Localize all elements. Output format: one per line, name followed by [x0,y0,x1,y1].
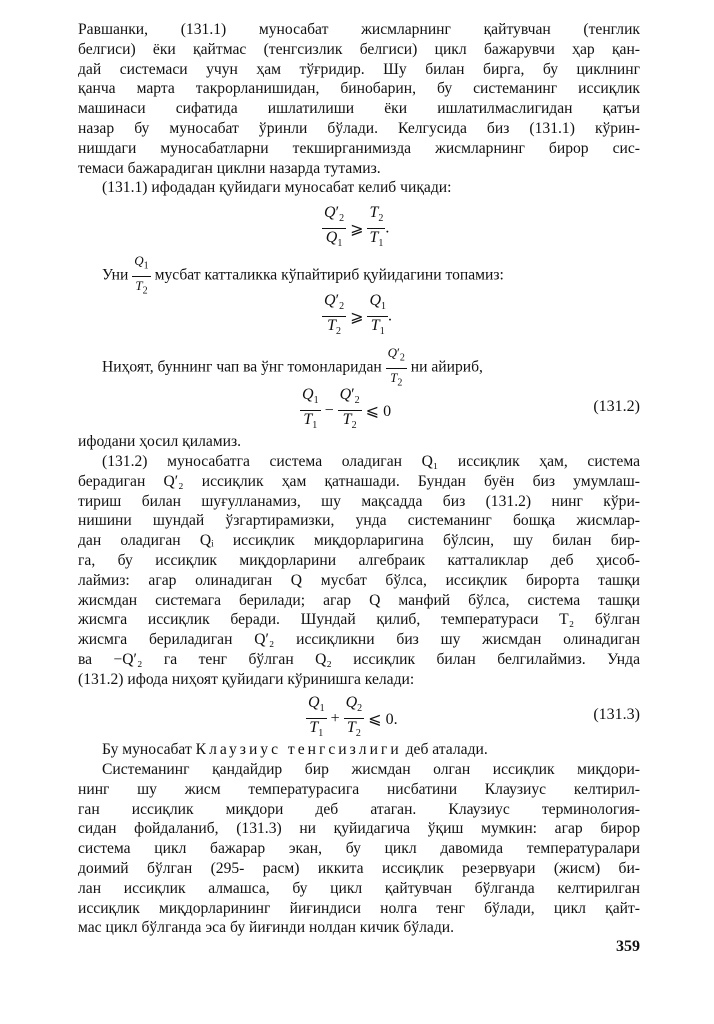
text-line: нишини шундай ўзгартирамизки, унда системанинг бошқа жисмлар- [78,512,640,530]
inequality-q-ratio: $\frac{Q'_2}{Q_1}$ ⩾ $\frac{T_2}{T_1}$ . [324,204,390,250]
text-line: нишдаги муносабатларни текширганимизда жисмларнинг бирор сис- [78,139,640,157]
text-line: ва −Q′₂ га тенг бўлган Q₂ иссиқлик билан белгилаймиз. Унда [78,650,640,668]
equation-131-2: $\frac{Q_1}{T_1}$ − $\frac{Q'_2}{T_2}$ ⩽ 0 [302,386,392,432]
text-line: жисмдан системага берилади; агар Q манфий бўлса, система ташқи [78,591,640,609]
text-line: га, бу иссиқлик миқдорларини алгебраик катталиклар деб ҳисоб- [78,551,640,569]
page-number: 359 [616,938,640,955]
text-line: нинг шу жисм температурасига нисбатини Клаузиус келтирил- [78,780,640,798]
text-line: лаймиз: агар олинадиган Q мусбат бўлса, иссиқлик бирорта ташқи [78,571,640,589]
text-line: жисмга бериладиган Q′₂ иссиқликни биз шу жисмдан олинадиган [78,631,640,649]
text-line: дан оладиган Qᵢ иссиқлик миқдорларигина бўлсин, шу билан бир- [78,532,640,550]
obtain-line: ифодани ҳосил қиламиз. [78,433,242,450]
text-line: (131.2) муносабатга система оладиган Q₁ иссиқлик ҳам, система [102,453,640,470]
finally-line: Ниҳоят, буннинг чап ва ўнг томонларидан $\frac{Q'_2}{T_2}$ ни айириб, [102,345,483,389]
text-line: мас цикл бўлганда эса бу йиғинди нолдан кичик бўлади. [78,919,455,937]
text-line: темаси бажарадиган циклни назарда тутамиз. [78,159,381,177]
equation-131-3: $\frac{Q_1}{T_1}$ + $\frac{Q_2}{T_2}$ ⩽ 0. [308,694,398,740]
text-line: дай системаси учун ҳам тўғридир. Шу билан бирга, бу циклнинг [78,60,640,78]
clausius-line: Бу муносабат Клаузиус тенгсизлиги деб аталади. [102,741,488,758]
text-line: белгиси) ёки қайтмас (тенгсизлик белгиси) цикл бажарувчи ҳар қан- [78,40,640,58]
paragraph-3 [78,760,640,938]
text-line: доимий бўлган (295- расм) иккита иссиқлик резервуари (жисм) би- [78,859,640,877]
multiply-line: Уни $\frac{Q_1}{T_2}$ мусбат катталикка кўпайтириб қуйидагини топамиз: [102,253,504,297]
text-line: қанча марта такрорланишидан, бинобарин, бу системанинг иссиқлик [78,80,640,98]
inequality-reduced-heat: $\frac{Q'_2}{T_2}$ ⩾ $\frac{Q_1}{T_1}$ . [324,292,393,338]
text-line: лан иссиқлик алмашса, бу цикл қайтувчан бўлганда келтирилган [78,879,640,897]
text-line: жисмга иссиқлик беради. Шундай қилиб, температураси T₂ бўлган [78,611,640,629]
text-line: назар бу муносабат ўринли бўлади. Келгусида биз (131.1) кўрин- [78,119,640,137]
equation-number-131-3: (131.3) [593,706,640,723]
text-line: тириш билан шуғулланамиз, шу мақсадда биз (131.2) нинг кўри- [78,492,640,510]
clausius-inequality-term: Клаузиус тенгсизлиги [195,741,402,758]
text-line: машинаси сифатида ишлатилиши ёки ишлатилмаслигидан қатъи [78,100,640,118]
text-line: Системанинг қандайдир бир жисмдан олган иссиқлик миқдори- [102,761,640,778]
text-line: иссиқлик миқдорларининг йиғиндиси нолга тенг бўлади, цикл қайт- [78,899,640,917]
text-line: система цикл бажарар экан, бу цикл давомида температуралари [78,840,640,858]
text-line: берадиган Q′₂ иссиқлик ҳам қатнашади. Бундан буён биз умумлаш- [78,472,640,490]
text-line: ган иссиқлик миқдори деб атаган. Клаузиус терминология- [78,800,640,818]
text-line: (131.2) ифода ниҳоят қуйидаги кўринишга келади: [78,670,415,688]
paragraph-2 [78,452,640,690]
text-line: сидан фойдаланиб, (131.3) ни қуйидагича ўқиш мумкин: агар бирор [78,820,640,838]
text-line: Равшанки, (131.1) муносабат жисмларнинг қайтувчан (тенглик [78,21,640,38]
follows-line: (131.1) ифодадан қуйидаги муносабат келиб чиқади: [102,179,452,196]
paragraph-1 [78,20,640,178]
equation-number-131-2: (131.2) [593,398,640,415]
